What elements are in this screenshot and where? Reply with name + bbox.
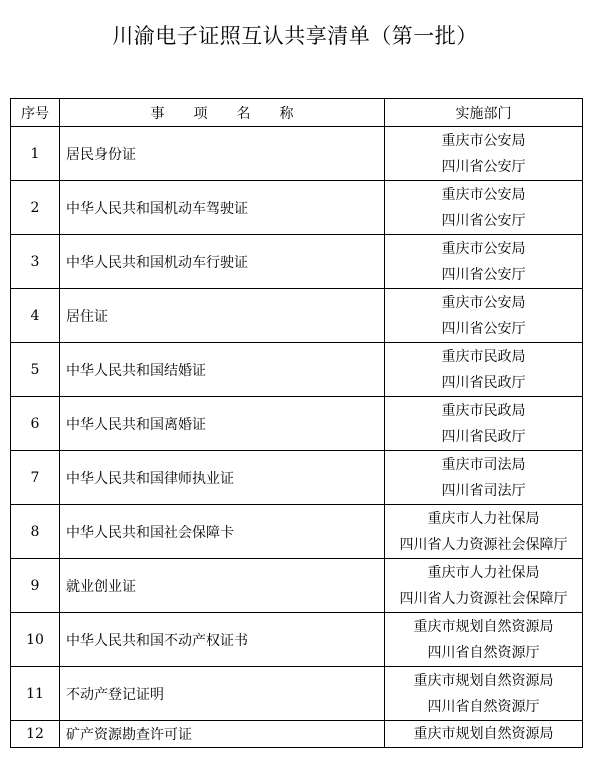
row-departments (385, 721, 583, 748)
header-item-name: 事项名称 (60, 99, 385, 127)
table-body (11, 127, 583, 748)
document-title: 川渝电子证照互认共享清单（第一批） (112, 24, 478, 48)
table-row (11, 505, 583, 559)
department-name: 重庆市规划自然资源局 (413, 618, 554, 635)
row-departments (385, 397, 583, 451)
table-row (11, 559, 583, 613)
row-departments (385, 127, 583, 181)
row-departments (385, 667, 583, 721)
row-seq: 1 (11, 127, 60, 181)
certificate-list-table (10, 98, 583, 748)
header-department: 实施部门 (385, 99, 583, 127)
row-item-name: 矿产资源勘查许可证 (60, 721, 385, 748)
row-departments (385, 613, 583, 667)
department-name: 四川省人力资源社会保障厅 (399, 536, 568, 553)
department-name: 四川省自然资源厅 (427, 644, 540, 661)
table-row (11, 613, 583, 667)
row-item-name: 中华人民共和国社会保障卡 (60, 505, 385, 559)
row-departments (385, 289, 583, 343)
header-seq: 序号 (11, 99, 60, 127)
department-name: 重庆市民政局 (441, 348, 526, 365)
row-item-name: 居民身份证 (60, 127, 385, 181)
table-row (11, 343, 583, 397)
row-item-name: 中华人民共和国结婚证 (60, 343, 385, 397)
row-seq: 2 (11, 181, 60, 235)
department-name: 重庆市公安局 (441, 294, 526, 311)
row-seq: 5 (11, 343, 60, 397)
row-seq: 11 (11, 667, 60, 721)
row-item-name: 中华人民共和国机动车驾驶证 (60, 181, 385, 235)
row-item-name: 中华人民共和国机动车行驶证 (60, 235, 385, 289)
department-name: 四川省自然资源厅 (427, 698, 540, 715)
row-seq: 6 (11, 397, 60, 451)
department-name: 四川省公安厅 (441, 320, 526, 337)
department-name: 四川省公安厅 (441, 266, 526, 283)
department-name: 重庆市公安局 (441, 132, 526, 149)
row-departments (385, 343, 583, 397)
row-item-name: 不动产登记证明 (60, 667, 385, 721)
row-departments (385, 505, 583, 559)
department-name: 重庆市规划自然资源局 (413, 726, 554, 742)
department-name: 四川省公安厅 (441, 212, 526, 229)
table-row (11, 235, 583, 289)
row-seq: 8 (11, 505, 60, 559)
department-name: 四川省民政厅 (441, 428, 526, 445)
row-departments (385, 181, 583, 235)
row-departments (385, 451, 583, 505)
department-name: 四川省司法厅 (441, 482, 526, 499)
department-name: 重庆市公安局 (441, 240, 526, 257)
department-name: 重庆市人力社保局 (427, 564, 540, 581)
row-item-name: 居住证 (60, 289, 385, 343)
row-item-name: 就业创业证 (60, 559, 385, 613)
row-seq: 9 (11, 559, 60, 613)
department-name: 重庆市公安局 (441, 186, 526, 203)
row-departments (385, 235, 583, 289)
table-row (11, 289, 583, 343)
row-item-name: 中华人民共和国不动产权证书 (60, 613, 385, 667)
department-name: 四川省民政厅 (441, 374, 526, 391)
department-name: 重庆市民政局 (441, 402, 526, 419)
department-name: 四川省公安厅 (441, 158, 526, 175)
row-seq: 10 (11, 613, 60, 667)
row-item-name: 中华人民共和国离婚证 (60, 397, 385, 451)
row-seq: 7 (11, 451, 60, 505)
table-header-row (11, 99, 583, 127)
department-name: 重庆市人力社保局 (427, 510, 540, 527)
table-row (11, 127, 583, 181)
row-seq: 3 (11, 235, 60, 289)
table-row (11, 181, 583, 235)
row-departments (385, 559, 583, 613)
table-row (11, 721, 583, 748)
table-row (11, 451, 583, 505)
table-row (11, 667, 583, 721)
department-name: 四川省人力资源社会保障厅 (399, 590, 568, 607)
row-item-name: 中华人民共和国律师执业证 (60, 451, 385, 505)
row-seq: 4 (11, 289, 60, 343)
table-row (11, 397, 583, 451)
row-seq: 12 (11, 721, 60, 748)
department-name: 重庆市司法局 (441, 456, 526, 473)
department-name: 重庆市规划自然资源局 (413, 672, 554, 689)
